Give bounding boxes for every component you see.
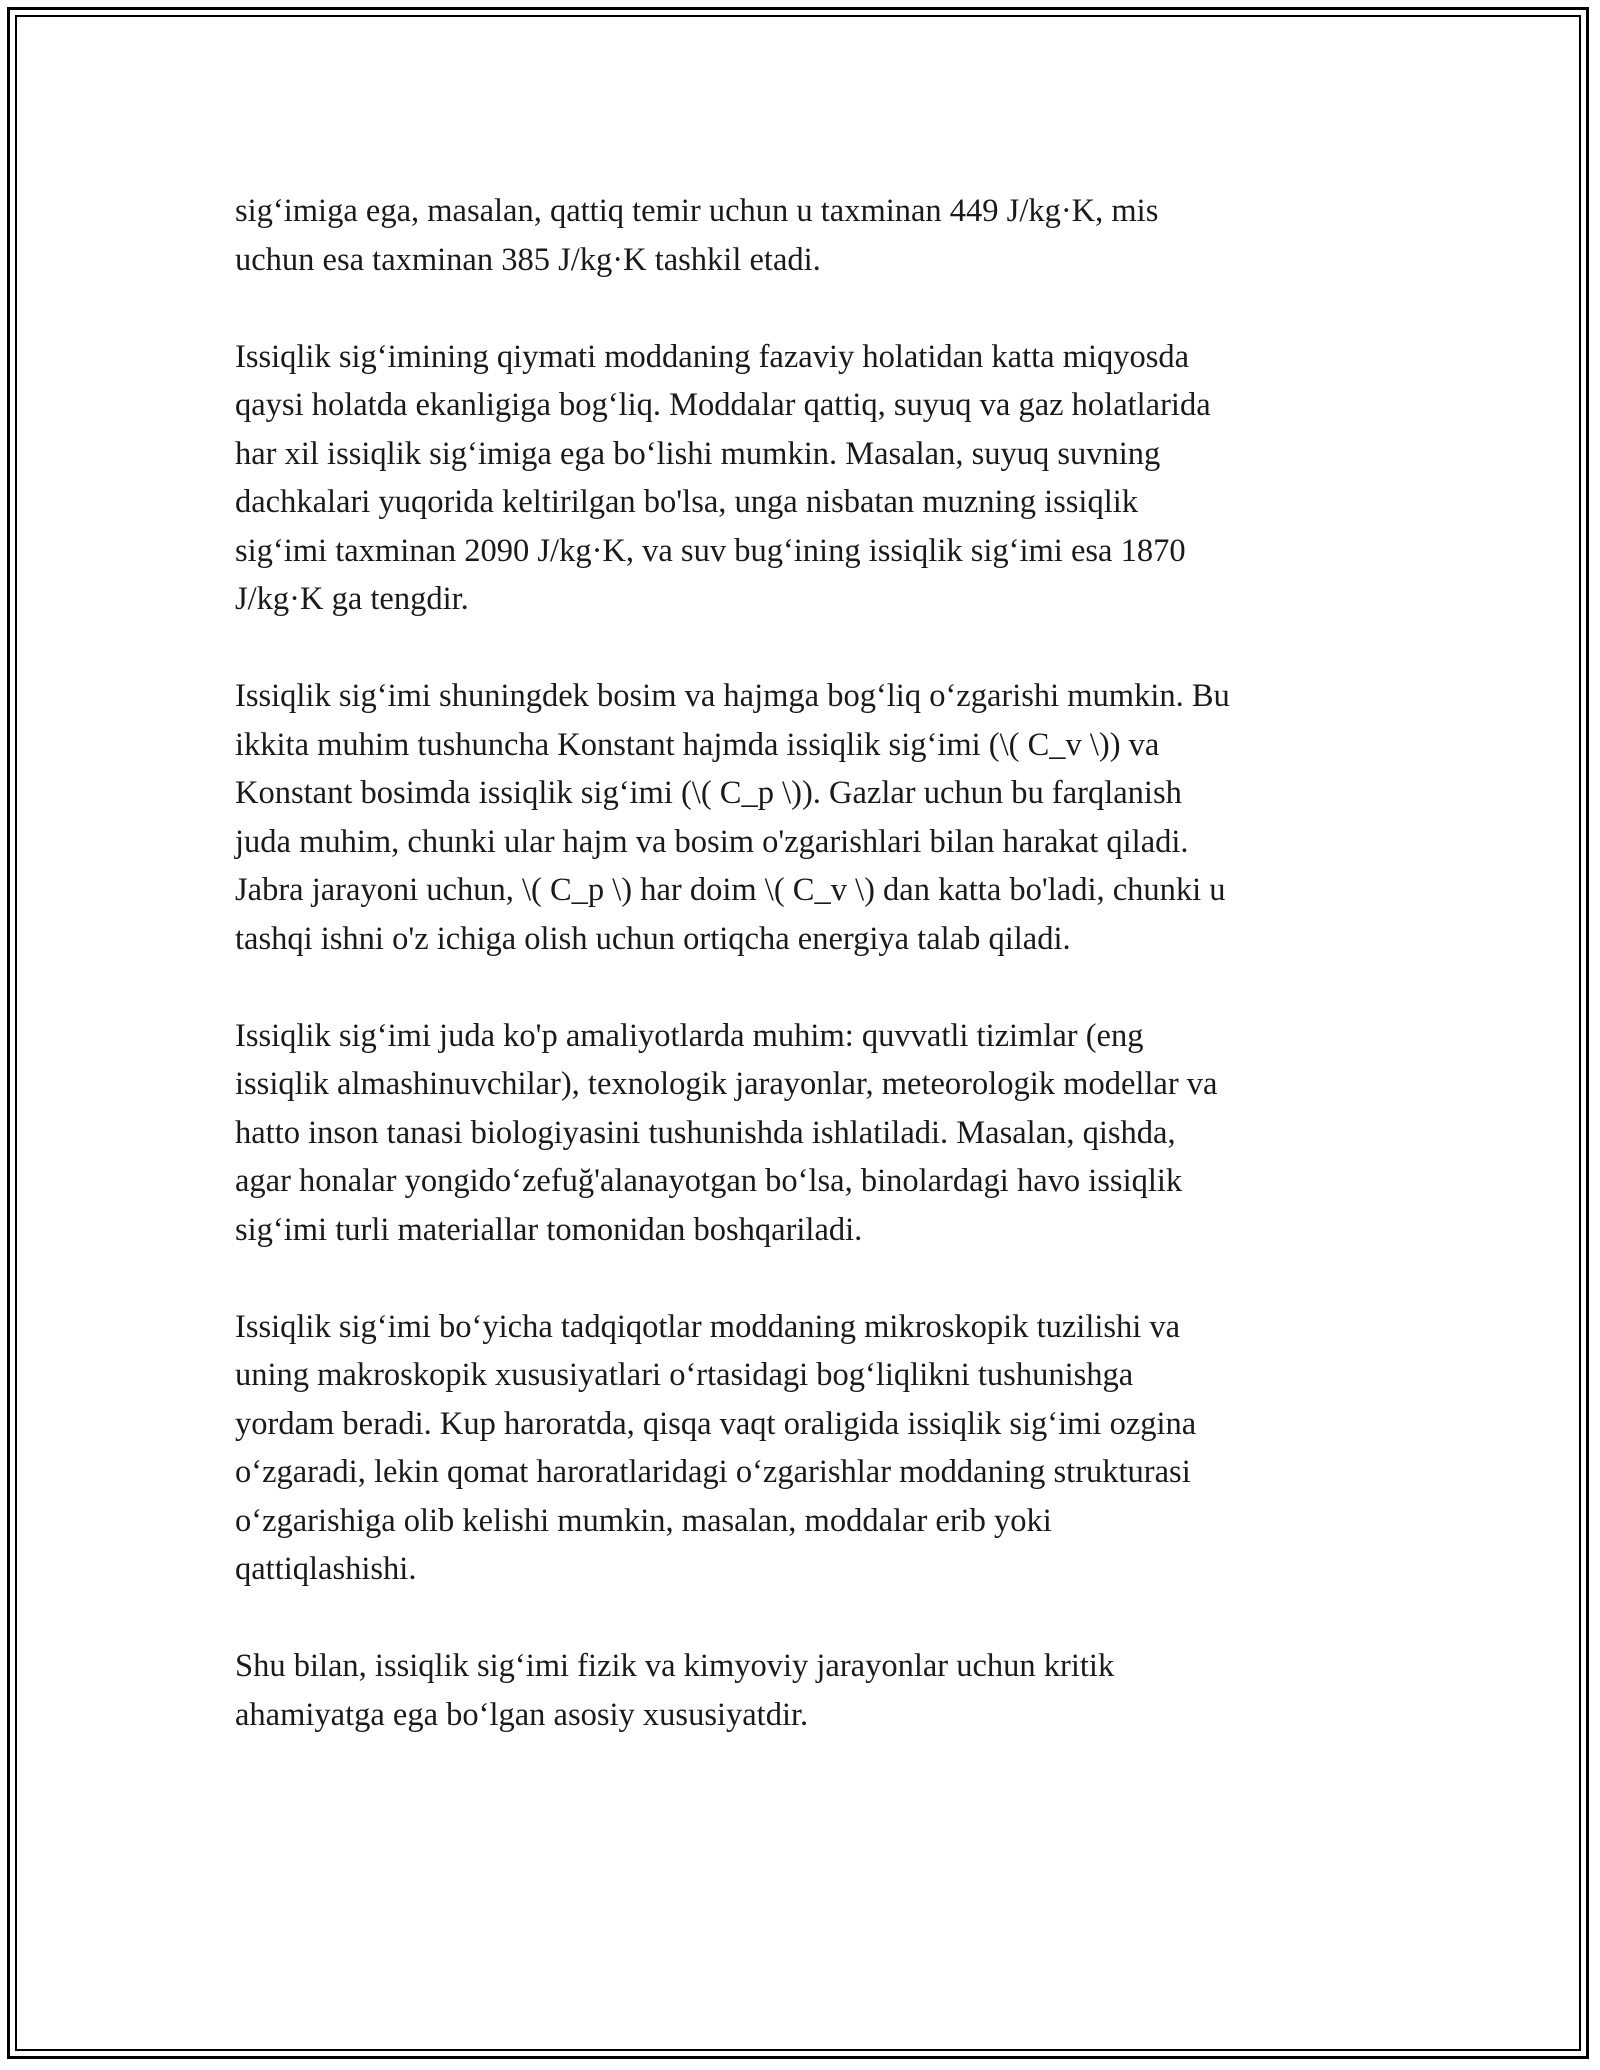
- paragraph-2: Issiqlik sig‘imining qiymati moddaning fazaviy holatidan katta miqyosda qaysi holatda ekanligiga bog‘liq. Moddalar qattiq, suyuq va gaz holatlarida har xil issiqlik sig‘imiga ega bo‘lishi mumkin. Masalan, suyuq suvning dachkalari yuqorida keltirilgan bo'lsa, unga nisbatan muzning issiqlik sig‘imi taxminan 2090 J/kg·K, va suv bug‘ining issiqlik sig‘imi esa 1870 J/kg·K ga tengdir.: [235, 338, 1211, 617]
- paragraph-3: Issiqlik sig‘imi shuningdek bosim va hajmga bog‘liq o‘zgarishi mumkin. Bu ikkita muhim tushuncha Konstant hajmda issiqlik sig‘imi (\( C_v \)) va Konstant bosimda issiqlik sig‘imi (\( C_p \)). Gazlar uchun bu farqlanish juda muhim, chunki ular hajm va bosim o'zgarishlari bilan harakat qiladi. Jabra jarayoni uchun, \( C_p \) har doim \( C_v \) dan katta bo'ladi, chunki u tashqi ishni o'z ichiga olish uchun ortiqcha energiya talab qiladi.: [235, 678, 1230, 957]
- paragraph-5: Issiqlik sig‘imi bo‘yicha tadqiqotlar moddaning mikroskopik tuzilishi va uning makroskopik xususiyatlari o‘rtasidagi bog‘liqlikni tushunishga yordam beradi. Kup haroratda, qisqa vaqt oraligida issiqlik sig‘imi ozgina o‘zgaradi, lekin qomat haroratlaridagi o‘zgarishlar moddaning strukturasi o‘zgarishiga olib kelishi mumkin, masalan, moddalar erib yoki qattiqlashishi.: [235, 1308, 1197, 1587]
- paragraph-6: Shu bilan, issiqlik sig‘imi fizik va kimyoviy jarayonlar uchun kritik ahamiyatga ega bo‘lgan asosiy xususiyatdir.: [235, 1648, 1115, 1733]
- paragraph-4: Issiqlik sig‘imi juda ko'p amaliyotlarda muhim: quvvatli tizimlar (eng issiqlik almashinuvchilar), texnologik jarayonlar, meteorologik modellar va hatto inson tanasi biologiyasini tushunishda ishlatiladi. Masalan, qishda, agar honalar yongido‘zefuğ'alanayotgan bo‘lsa, binolardagi havo issiqlik sig‘imi turli materiallar tomonidan boshqariladi.: [235, 1017, 1218, 1248]
- paragraph-1: sig‘imiga ega, masalan, qattiq temir uchun u taxminan 449 J/kg·K, mis uchun esa taxminan 385 J/kg·K tashkil etadi.: [235, 193, 1159, 278]
- document-body: [235, 187, 1385, 1739]
